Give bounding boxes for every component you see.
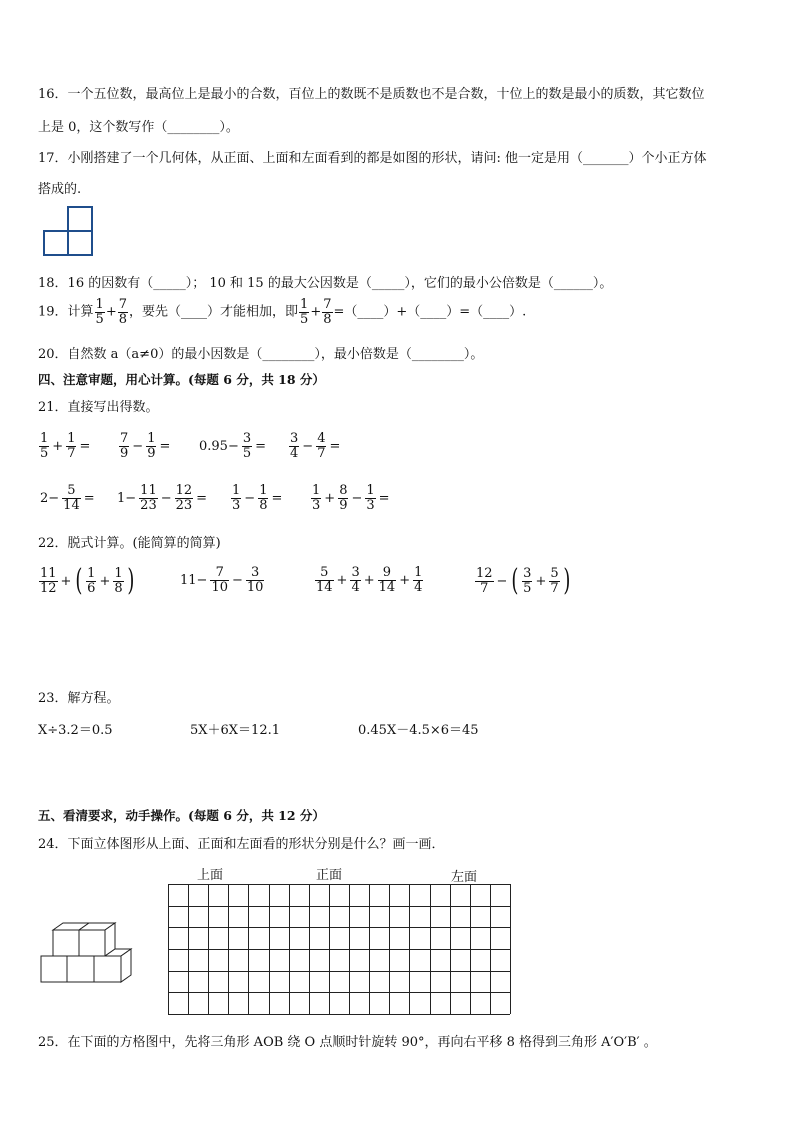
q21-expr-6: 1− $\frac{11}{23}$ − $\frac{12}{23}$ = [117, 483, 208, 513]
q21-expr-5: 2− $\frac{5}{14}$ = [40, 483, 95, 513]
q19-frac-7-8-b: $\frac{7}{8}$ [323, 297, 332, 327]
q19-frac-1-5: $\frac{1}{5}$ [95, 297, 104, 327]
q16-line2: 上是 0，这个数写作（________）。 [38, 120, 239, 135]
q17-shape-figure [43, 206, 95, 258]
q23-equation-1: X÷3.2＝0.5 [38, 723, 113, 738]
q22-expr-1: $\frac{11}{12}$ + ( $\frac{1}{6}$ + $\frac{1}{8}$ ) [40, 563, 135, 598]
q16-line1: 16．一个五位数，最高位上是最小的合数，百位上的数既不是质数也不是合数，十位上的数是最小的质数，其它数位 [38, 87, 705, 102]
q24-label-left: 左面 [451, 870, 478, 885]
q19-frac-1-5-b: $\frac{1}{5}$ [300, 297, 309, 327]
q19-line: 19．计算 $\frac{1}{5}$ + $\frac{7}{8}$ ，要先（____）才能相加，即 $\frac{1}{5}$ + $\frac{7}{8}$ =（____）+（____）=（____）. [38, 297, 527, 327]
q21-expr-8: $\frac{1}{3}$ + $\frac{8}{9}$ − $\frac{1}{3}$ = [312, 483, 390, 513]
q23-equation-2: 5X＋6X＝12.1 [190, 723, 280, 738]
section5-title: 五、看清要求，动手操作。(每题 6 分，共 12 分） [38, 808, 325, 823]
q21-expr-2: $\frac{7}{9}$ − $\frac{1}{9}$ = [120, 431, 171, 461]
q25-text: 25．在下面的方格图中，先将三角形 AOB 绕 O 点顺时针旋转 90°，再向右平移 8 格得到三角形 A′O′B′ 。 [38, 1035, 657, 1050]
q24-label-top: 上面 [197, 868, 224, 883]
q22-title: 22．脱式计算。(能简算的简算) [38, 536, 221, 551]
q22-expr-4: $\frac{12}{7}$ − ( $\frac{3}{5}$ + $\frac{5}{7}$ ) [476, 563, 571, 598]
q22-expr-3: $\frac{5}{14}$ + $\frac{3}{4}$ + $\frac{9}{14}$ + $\frac{1}{4}$ [316, 565, 423, 595]
q19-suffix: =（____）+（____）=（____）. [333, 304, 527, 320]
q21-expr-7: $\frac{1}{3}$ − $\frac{1}{8}$ = [232, 483, 283, 513]
q20-text: 20．自然数 a（a≠0）的最小因数是（________），最小倍数是（________）。 [38, 347, 484, 362]
q21-title: 21．直接写出得数。 [38, 400, 159, 415]
q23-title: 23．解方程。 [38, 691, 120, 706]
q21-expr-1: $\frac{1}{5}$ + $\frac{1}{7}$ = [40, 431, 91, 461]
q23-equation-3: 0.45X－4.5×6＝45 [358, 723, 479, 738]
q24-cubes-figure [36, 922, 136, 994]
q24-label-front: 正面 [316, 868, 343, 883]
q17-line1: 17．小刚搭建了一个几何体，从正面、上面和左面看到的都是如图的形状，请问: 他一定是用（_______）个小正方体 [38, 151, 707, 166]
q17-line2: 搭成的. [38, 182, 82, 197]
q18-text: 18．16 的因数有（_____）； 10 和 15 的最大公因数是（_____），它们的最小公倍数是（______）。 [38, 276, 613, 291]
q21-expr-3: 0.95− $\frac{3}{5}$ = [199, 431, 267, 461]
q19-mid: ，要先（____）才能相加，即 [129, 304, 299, 320]
q22-expr-2: 11− $\frac{7}{10}$ − $\frac{3}{10}$ [180, 565, 264, 595]
q21-expr-4: $\frac{3}{4}$ − $\frac{4}{7}$ = [290, 431, 341, 461]
section4-title: 四、注意审题，用心计算。(每题 6 分，共 18 分） [38, 372, 325, 387]
q24-text: 24．下面立体图形从上面、正面和左面看的形状分别是什么？画一画． [38, 837, 445, 852]
q19-frac-7-8: $\frac{7}{8}$ [118, 297, 128, 327]
q19-prefix: 19．计算 [38, 304, 94, 320]
q24-drawing-grid[interactable] [168, 884, 510, 1014]
